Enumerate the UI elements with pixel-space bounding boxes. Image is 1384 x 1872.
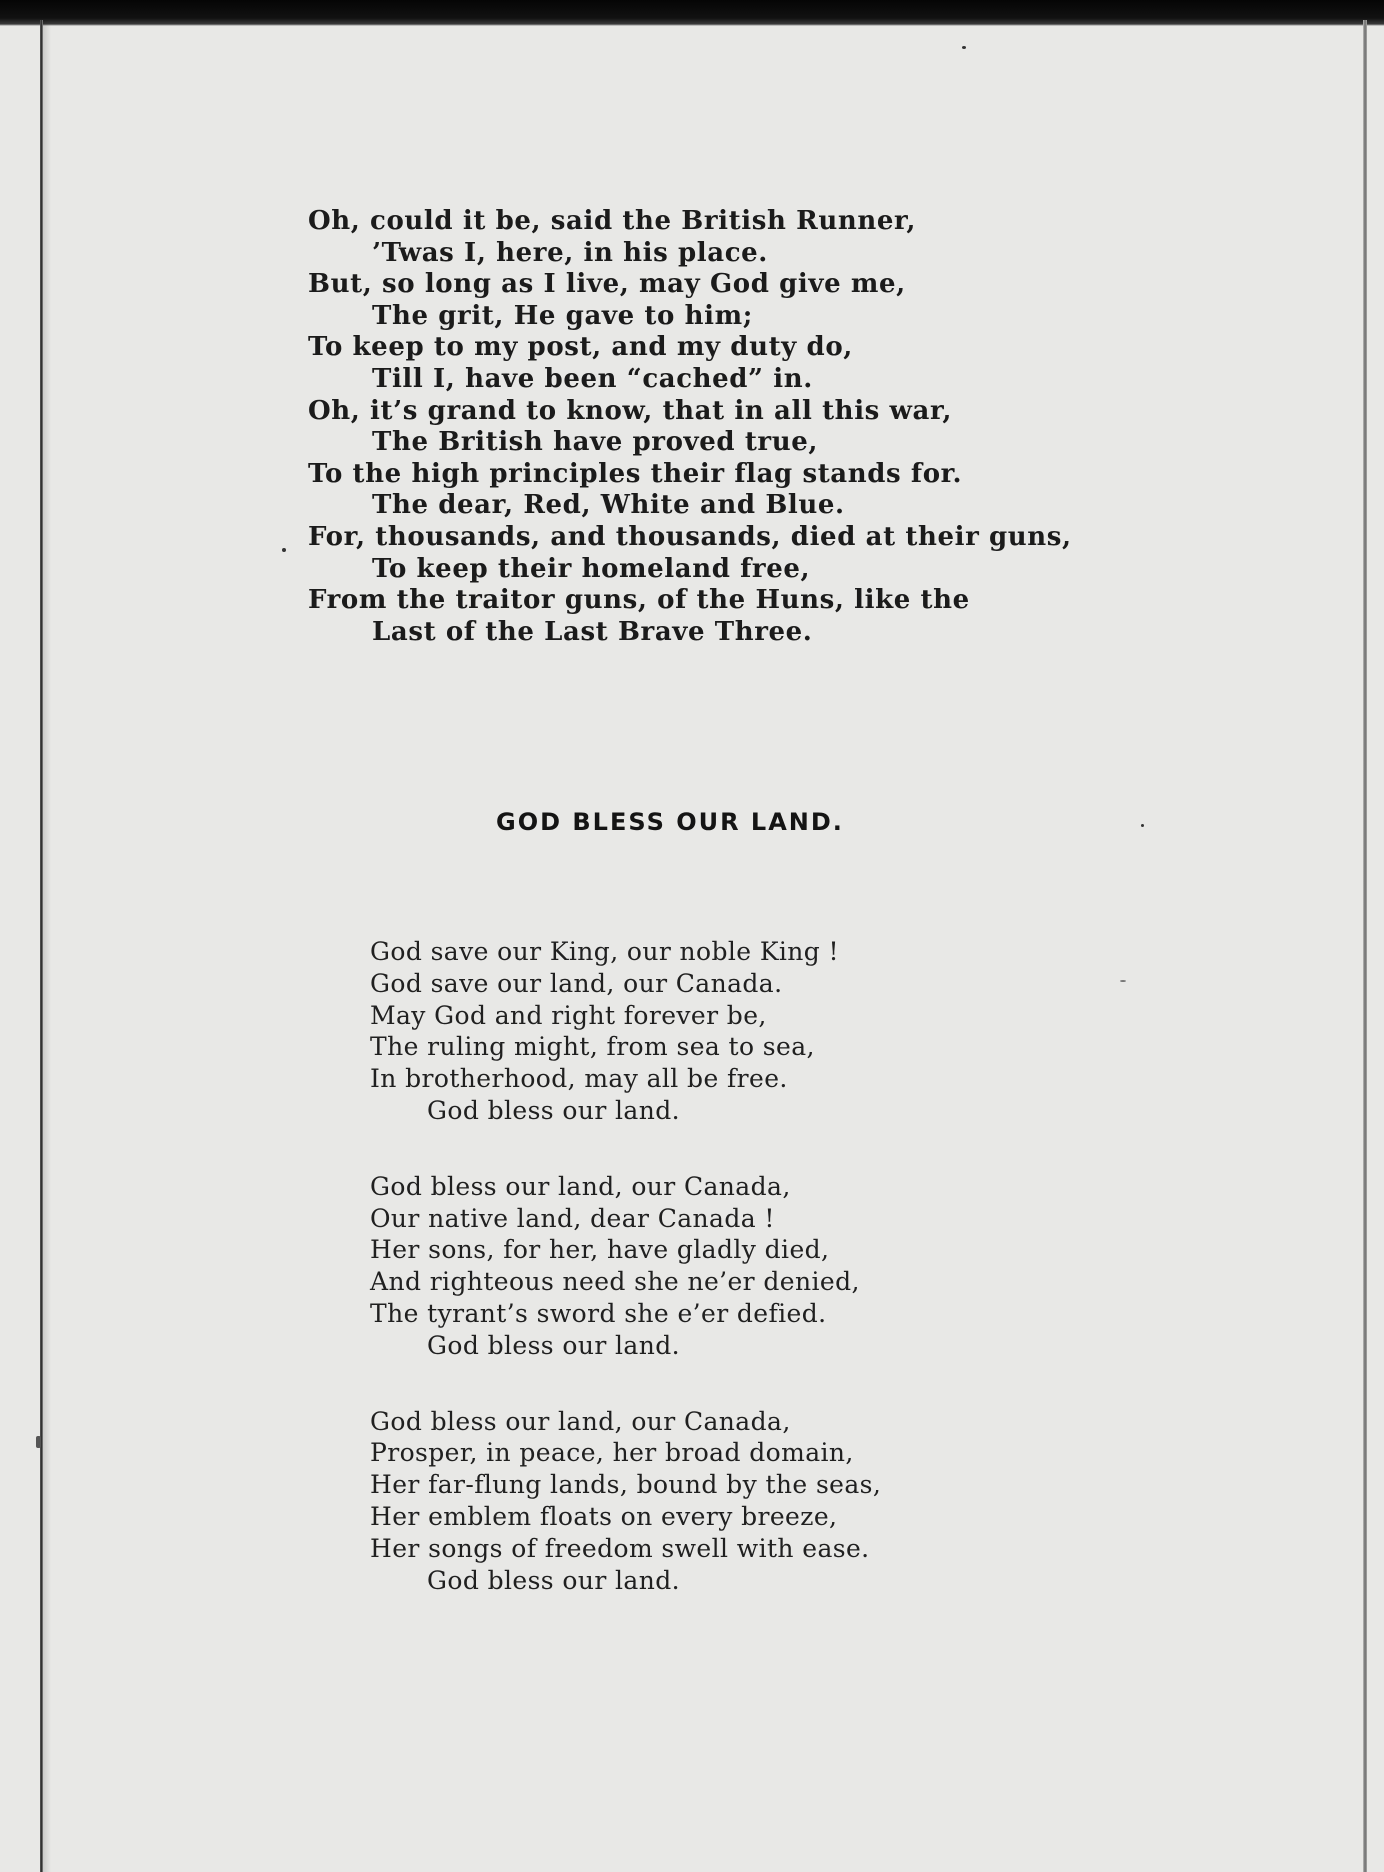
poem-line: From the traitor guns, of the Huns, like the [308,585,970,616]
stanza [370,1171,1070,1362]
poem-line: Last of the Last Brave Three. [372,616,813,647]
stanza-line: God save our land, our Canada. [370,968,783,998]
stanza-refrain: God bless our land. [427,1565,680,1595]
stanza-line: Her sons, for her, have gladly died, [370,1235,830,1265]
stanza-line: Her emblem floats on every breeze, [370,1501,838,1531]
poem-line: To the high principles their flag stands for. [308,458,963,489]
stanza [370,1406,1070,1597]
stanza-line: The tyrant’s sword she e’er defied. [370,1298,827,1328]
page-right-edge [1363,20,1367,1872]
stanza-line: Prosper, in peace, her broad domain, [370,1438,854,1468]
stanza-line: God bless our land, our Canada, [370,1406,791,1436]
stanza-line: May God and right forever be, [370,1000,767,1030]
anthem-verses [370,936,1070,1640]
poem-line: ’Twas I, here, in his place. [372,237,768,268]
stanza-line: The ruling might, from sea to sea, [370,1032,815,1062]
poem-line: But, so long as I live, may God give me, [308,269,906,300]
stanza-refrain: God bless our land. [427,1095,680,1125]
poem-line: To keep their homeland free, [372,553,811,584]
poem-line: To keep to my post, and my duty do, [308,332,853,363]
page-left-shadow [43,20,51,1872]
stanza-refrain: God bless our land. [427,1330,680,1360]
stanza-line: God save our King, our noble King ! [370,937,840,966]
stanza-line: God bless our land, our Canada, [370,1171,791,1201]
poem-verse [308,206,1188,648]
stanza-line: And righteous need she ne’er denied, [370,1267,860,1297]
section-title: GOD BLESS OUR LAND. [496,808,844,836]
poem-line: The dear, Red, White and Blue. [372,490,845,521]
stanza-line: Her songs of freedom swell with ease. [370,1533,870,1563]
stanza-line: In brotherhood, may all be free. [370,1064,788,1094]
poem-line: The British have proved true, [372,427,819,458]
scan-speck [282,548,286,552]
scan-speck [962,46,966,49]
poem-line: Oh, could it be, said the British Runner, [308,206,917,236]
scan-speck [1141,824,1144,827]
stanza [370,936,1070,1127]
stanza-line: Her far-flung lands, bound by the seas, [370,1470,882,1500]
scan-top-border [0,0,1384,26]
scan-speck [36,1436,41,1448]
poem-line: Oh, it’s grand to know, that in all this war, [308,395,953,426]
poem-line: The grit, He gave to him; [372,300,753,331]
scan-speck [1120,980,1126,982]
poem-line: Till I, have been “cached” in. [372,363,813,394]
poem-line: For, thousands, and thousands, died at their guns, [308,521,1072,552]
stanza-line: Our native land, dear Canada ! [370,1203,775,1233]
